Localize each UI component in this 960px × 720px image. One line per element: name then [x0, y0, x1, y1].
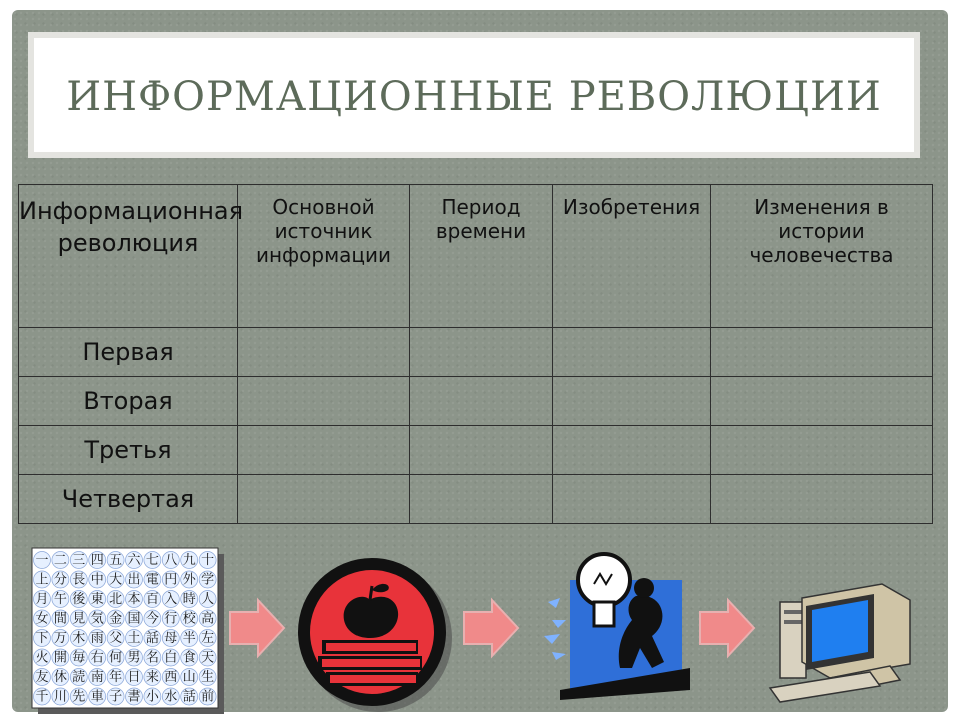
char-glyph: 高	[201, 611, 215, 627]
char-glyph: 父	[109, 631, 123, 646]
char-glyph: 万	[53, 631, 67, 646]
char-glyph: 午	[53, 592, 67, 607]
char-glyph: 後	[72, 592, 86, 607]
char-glyph: 円	[164, 572, 178, 588]
table-cell	[553, 377, 711, 426]
char-glyph: 火	[35, 650, 49, 666]
char-glyph: 中	[90, 572, 104, 588]
char-glyph: 大	[109, 572, 123, 588]
row-label: Первая	[19, 328, 238, 377]
char-glyph: 母	[164, 631, 178, 646]
char-glyph: 出	[127, 572, 141, 588]
table-cell	[553, 328, 711, 377]
arrow-icon	[230, 600, 284, 656]
char-glyph: 北	[109, 592, 123, 607]
char-glyph: 東	[90, 592, 104, 607]
char-glyph: 六	[127, 553, 141, 568]
char-glyph: 南	[90, 670, 104, 685]
inventor-with-lightbulb-icon	[544, 554, 690, 700]
header-period: Период времени	[410, 185, 553, 328]
char-glyph: 右	[90, 650, 104, 666]
title-box	[28, 32, 920, 158]
header-source: Основной источник информации	[238, 185, 410, 328]
table-row	[19, 328, 933, 377]
char-glyph: 川	[53, 689, 67, 705]
char-glyph: 電	[145, 572, 159, 588]
char-glyph: 千	[35, 689, 49, 705]
char-glyph: 休	[53, 670, 67, 685]
char-glyph: 男	[127, 650, 141, 666]
header-revolution: Информационная революция	[19, 185, 238, 328]
char-glyph: 話	[182, 689, 196, 705]
char-glyph: 今	[145, 611, 159, 627]
computer-icon	[770, 584, 910, 702]
char-glyph: 読	[72, 670, 86, 685]
char-glyph: 子	[109, 689, 123, 705]
char-glyph: 話	[145, 631, 159, 646]
slide-title: ИНФОРМАЦИОННЫЕ РЕВОЛЮЦИИ	[66, 74, 882, 120]
char-glyph: 前	[201, 689, 215, 705]
char-glyph: 開	[53, 650, 67, 666]
table-cell	[238, 328, 410, 377]
char-glyph: 木	[72, 631, 86, 646]
char-glyph: 毎	[72, 650, 86, 666]
char-glyph: 書	[127, 689, 141, 705]
char-glyph: 三	[72, 553, 86, 568]
char-glyph: 天	[201, 650, 215, 666]
char-glyph: 小	[145, 689, 159, 705]
table-row	[19, 377, 933, 426]
char-glyph: 年	[109, 670, 123, 685]
chinese-characters-icon	[32, 548, 224, 714]
char-glyph: 水	[164, 689, 178, 705]
char-glyph: 入	[164, 592, 178, 607]
table-row	[19, 475, 933, 524]
char-glyph: 金	[109, 611, 123, 627]
char-glyph: 分	[53, 572, 67, 588]
char-glyph: 四	[90, 553, 104, 568]
char-glyph: 生	[201, 670, 215, 685]
char-glyph: 土	[127, 631, 141, 646]
char-glyph: 車	[90, 689, 104, 705]
char-glyph: 百	[145, 592, 159, 607]
header-inventions: Изобретения	[553, 185, 711, 328]
char-glyph: 女	[35, 611, 49, 627]
char-glyph: 来	[145, 670, 159, 685]
char-glyph: 九	[182, 553, 196, 568]
char-glyph: 行	[164, 611, 178, 627]
table-cell	[410, 426, 553, 475]
char-glyph: 八	[164, 553, 178, 568]
char-glyph: 長	[72, 572, 86, 588]
icons-strip	[0, 540, 960, 720]
table-cell	[238, 377, 410, 426]
char-glyph: 白	[164, 650, 178, 666]
table-cell	[711, 475, 933, 524]
char-glyph: 下	[35, 631, 49, 646]
revolutions-table	[18, 184, 933, 524]
char-glyph: 食	[182, 650, 196, 666]
char-glyph: 山	[182, 670, 196, 685]
char-glyph: 何	[109, 650, 123, 666]
row-label: Третья	[19, 426, 238, 475]
char-glyph: 時	[182, 592, 196, 607]
books-with-apple-icon	[298, 558, 452, 712]
char-glyph: 学	[201, 572, 215, 588]
char-glyph: 国	[127, 611, 141, 627]
table-cell	[238, 475, 410, 524]
char-glyph: 上	[35, 572, 49, 588]
char-glyph: 校	[182, 611, 196, 627]
char-glyph: 半	[182, 631, 196, 646]
char-glyph: 気	[90, 611, 104, 627]
row-label: Вторая	[19, 377, 238, 426]
char-glyph: 先	[72, 689, 86, 705]
table-cell	[711, 328, 933, 377]
arrow-icon	[700, 600, 754, 656]
char-glyph: 左	[201, 631, 215, 646]
char-glyph: 五	[109, 553, 123, 568]
char-glyph: 名	[145, 650, 159, 666]
table-cell	[410, 475, 553, 524]
char-glyph: 七	[145, 553, 159, 568]
char-glyph: 本	[127, 592, 141, 607]
char-glyph: 友	[35, 670, 49, 685]
char-glyph: 人	[201, 592, 215, 607]
header-changes: Изменения в истории человечества	[711, 185, 933, 328]
char-glyph: 間	[53, 611, 67, 627]
table-cell	[711, 426, 933, 475]
table-row	[19, 426, 933, 475]
char-glyph: 見	[72, 611, 86, 627]
char-glyph: 日	[127, 670, 141, 685]
char-glyph: 雨	[90, 631, 104, 646]
table-cell	[553, 475, 711, 524]
char-glyph: 月	[35, 592, 49, 607]
char-glyph: 外	[182, 572, 196, 588]
table-cell	[410, 328, 553, 377]
table-cell	[410, 377, 553, 426]
row-label: Четвертая	[19, 475, 238, 524]
char-glyph: 西	[164, 670, 178, 685]
char-glyph: 一	[35, 553, 49, 568]
char-glyph: 十	[201, 553, 215, 568]
table-cell	[238, 426, 410, 475]
arrow-icon	[464, 600, 518, 656]
table-cell	[711, 377, 933, 426]
table-cell	[553, 426, 711, 475]
table-header-row	[19, 185, 933, 328]
char-glyph: 二	[53, 553, 67, 568]
